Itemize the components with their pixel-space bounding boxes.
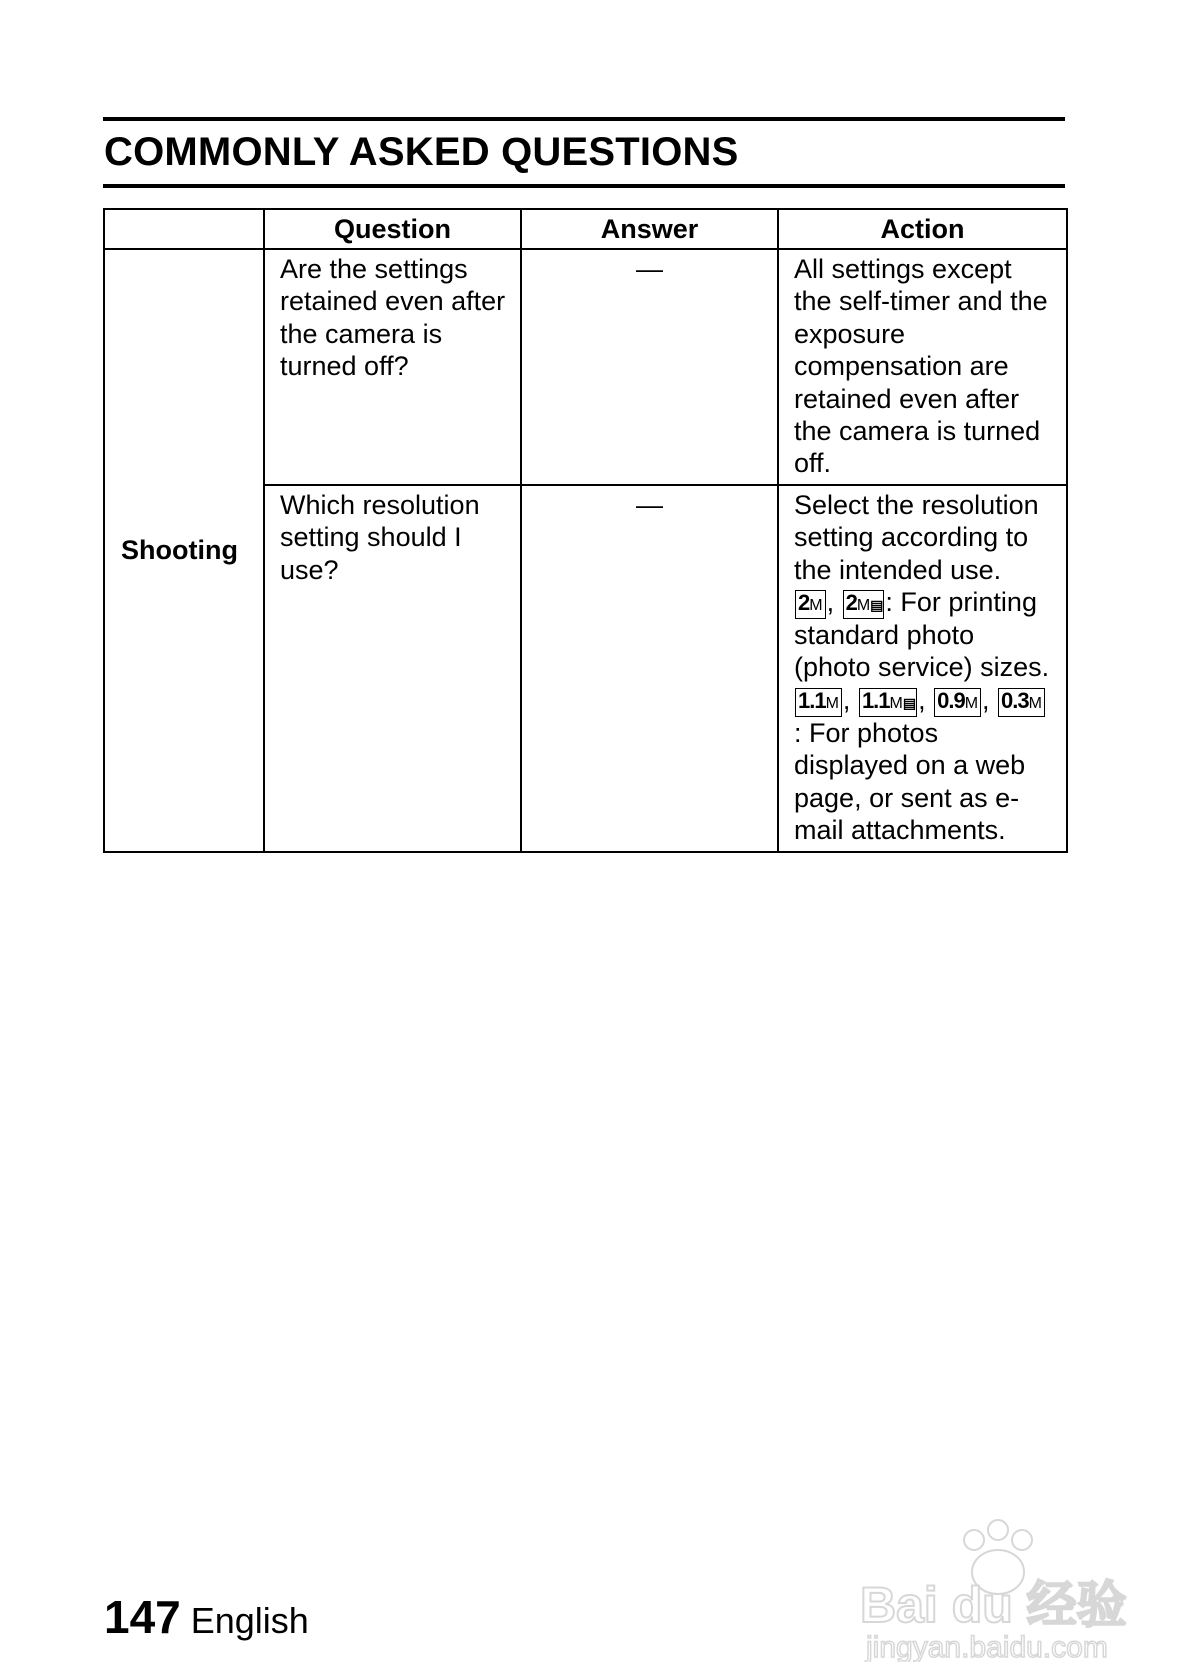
page-number: 147 [104, 1591, 181, 1643]
watermark-url: jingyan.baidu.com [866, 1631, 1108, 1662]
resolution-icon-0-9m: 0.9M [934, 688, 981, 717]
header-answer: Answer [521, 209, 778, 249]
resolution-icon-1-1m-sequential: 1.1M▤ [859, 688, 917, 717]
baidu-watermark-logo [856, 1512, 1136, 1662]
faq-table [103, 208, 1068, 853]
header-question: Question [264, 209, 521, 249]
header-action: Action [778, 209, 1067, 249]
watermark-brand: Bai du 经验 [860, 1577, 1127, 1633]
page-language: English [190, 1600, 309, 1641]
title-rule-top [103, 117, 1065, 121]
category-cell: Shooting [104, 249, 264, 852]
question-cell: Which resolution setting should I use? [264, 485, 521, 852]
action-cell: All settings except the self-timer and the exposure compensation are retained even after the camera is turned off. [778, 249, 1067, 485]
resolution-icon-0-3m: 0.3M [998, 688, 1045, 717]
action-group2-text: : For photos displayed on a web page, or sent as e-mail attachments. [794, 717, 1026, 846]
action-intro: Select the resolution setting according to the intended use. [794, 489, 1039, 585]
resolution-icon-2m-sequential: 2M▤ [843, 590, 885, 619]
page-footer [104, 1590, 309, 1644]
question-cell: Are the settings retained even after the camera is turned off? [264, 249, 521, 485]
resolution-icon-2m: 2M [795, 590, 826, 619]
header-category [104, 209, 264, 249]
answer-cell: — [521, 485, 778, 852]
table-header-row [104, 209, 1067, 249]
title-rule-bottom [103, 184, 1065, 188]
table-row [104, 249, 1067, 485]
answer-cell: — [521, 249, 778, 485]
action-group1-text: : For printing standard photo (photo service) sizes. [794, 587, 1050, 683]
action-cell: Select the resolution setting according to the intended use. 2M , 2M▤ : For printing standard photo (photo service) sizes. 1.1M , 1.1M▤ , 0.9M , 0.3M: For photos displayed on a web page, or sent as e-mail attachments. [778, 485, 1067, 852]
page-title: COMMONLY ASKED QUESTIONS [104, 130, 739, 174]
resolution-icon-1-1m: 1.1M [795, 688, 842, 717]
